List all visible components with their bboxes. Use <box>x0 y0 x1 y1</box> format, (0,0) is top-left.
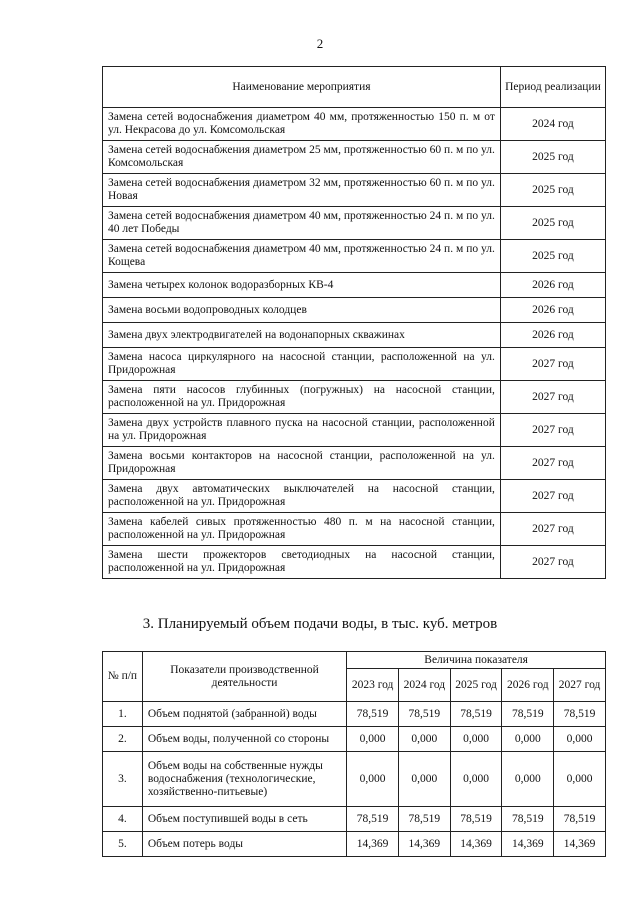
header-name: Наименование мероприятия <box>103 67 501 108</box>
table-row <box>103 480 606 513</box>
measure-name: Замена сетей водоснабжения диаметром 25 мм, протяженностью 60 п. м по ул. Комсомольская <box>103 141 501 174</box>
row-value: 14,369 <box>554 832 606 857</box>
table-row <box>103 298 606 323</box>
row-value: 0,000 <box>554 752 606 807</box>
header-year: 2025 год <box>450 669 502 702</box>
table-row <box>103 807 606 832</box>
measures-table <box>102 66 606 579</box>
header-value-group: Величина показателя <box>347 652 606 669</box>
row-indicator: Объем потерь воды <box>142 832 346 857</box>
table-row <box>103 702 606 727</box>
measure-name: Замена двух устройств плавного пуска на насосной станции, расположенной на ул. Придорожная <box>103 414 501 447</box>
row-value: 0,000 <box>450 752 502 807</box>
row-indicator: Объем поступившей воды в сеть <box>142 807 346 832</box>
table-row <box>103 273 606 298</box>
header-indicator: Показатели производственной деятельности <box>142 652 346 702</box>
header-num: № п/п <box>103 652 143 702</box>
row-value: 0,000 <box>398 727 450 752</box>
measure-name: Замена двух электродвигателей на водонапорных скважинах <box>103 323 501 348</box>
measure-name: Замена двух автоматических выключателей на насосной станции, расположенной на ул. Придорожная <box>103 480 501 513</box>
row-num: 5. <box>103 832 143 857</box>
row-value: 14,369 <box>347 832 399 857</box>
measure-name: Замена восьми контакторов на насосной станции, расположенной на ул. Придорожная <box>103 447 501 480</box>
measure-period: 2026 год <box>500 273 605 298</box>
page-number: 2 <box>316 36 324 51</box>
row-value: 78,519 <box>450 702 502 727</box>
table-row <box>103 381 606 414</box>
measure-period: 2027 год <box>500 348 605 381</box>
table-header-row <box>103 652 606 669</box>
table-row <box>103 240 606 273</box>
row-value: 0,000 <box>347 727 399 752</box>
header-year: 2027 год <box>554 669 606 702</box>
measure-name: Замена сетей водоснабжения диаметром 40 мм, протяженностью 24 п. м по ул. Кощева <box>103 240 501 273</box>
water-supply-table <box>102 651 606 857</box>
row-value: 14,369 <box>450 832 502 857</box>
row-num: 1. <box>103 702 143 727</box>
measure-period: 2024 год <box>500 108 605 141</box>
table-row <box>103 348 606 381</box>
row-indicator: Объем воды на собственные нужды водоснабжения (технологические, хозяйственно-питьевые) <box>142 752 346 807</box>
measure-name: Замена пяти насосов глубинных (погружных) на насосной станции, расположенной на ул. Придорожная <box>103 381 501 414</box>
table-row <box>103 727 606 752</box>
row-value: 0,000 <box>398 752 450 807</box>
row-value: 0,000 <box>554 727 606 752</box>
measure-period: 2027 год <box>500 480 605 513</box>
table-row <box>103 752 606 807</box>
measure-period: 2026 год <box>500 323 605 348</box>
row-value: 14,369 <box>502 832 554 857</box>
measure-period: 2027 год <box>500 546 605 579</box>
measure-name: Замена восьми водопроводных колодцев <box>103 298 501 323</box>
header-year: 2023 год <box>347 669 399 702</box>
table-row <box>103 108 606 141</box>
table-row <box>103 174 606 207</box>
table-row <box>103 546 606 579</box>
table-row <box>103 447 606 480</box>
row-num: 4. <box>103 807 143 832</box>
measure-name: Замена сетей водоснабжения диаметром 32 мм, протяженностью 60 п. м по ул. Новая <box>103 174 501 207</box>
row-value: 0,000 <box>502 727 554 752</box>
row-value: 78,519 <box>398 807 450 832</box>
row-value: 78,519 <box>554 702 606 727</box>
row-num: 2. <box>103 727 143 752</box>
measure-period: 2027 год <box>500 513 605 546</box>
section-heading: 3. Планируемый объем подачи воды, в тыс. куб. метров <box>142 616 498 632</box>
row-indicator: Объем воды, полученной со стороны <box>142 727 346 752</box>
measure-name: Замена кабелей сивых протяженностью 480 п. м на насосной станции, расположенной на ул. Придорожная <box>103 513 501 546</box>
measure-period: 2025 год <box>500 141 605 174</box>
measure-period: 2027 год <box>500 447 605 480</box>
measure-name: Замена сетей водоснабжения диаметром 40 мм, протяженностью 24 п. м по ул. 40 лет Победы <box>103 207 501 240</box>
measure-name: Замена четырех колонок водоразборных КВ-4 <box>103 273 501 298</box>
measure-period: 2027 год <box>500 414 605 447</box>
measure-period: 2025 год <box>500 174 605 207</box>
measure-period: 2027 год <box>500 381 605 414</box>
table-row <box>103 323 606 348</box>
measure-name: Замена насоса циркулярного на насосной станции, расположенной на ул. Придорожная <box>103 348 501 381</box>
row-value: 78,519 <box>502 702 554 727</box>
table-row <box>103 513 606 546</box>
header-period: Период реализации <box>500 67 605 108</box>
table-row <box>103 207 606 240</box>
measure-name: Замена сетей водоснабжения диаметром 40 мм, протяженностью 150 п. м от ул. Некрасова до ул. Комсомольская <box>103 108 501 141</box>
row-value: 14,369 <box>398 832 450 857</box>
measure-period: 2025 год <box>500 240 605 273</box>
row-value: 0,000 <box>502 752 554 807</box>
row-value: 78,519 <box>398 702 450 727</box>
measure-period: 2026 год <box>500 298 605 323</box>
row-value: 0,000 <box>347 752 399 807</box>
table-row <box>103 414 606 447</box>
row-value: 78,519 <box>347 807 399 832</box>
row-value: 78,519 <box>502 807 554 832</box>
row-indicator: Объем поднятой (забранной) воды <box>142 702 346 727</box>
header-year: 2024 год <box>398 669 450 702</box>
table-row <box>103 832 606 857</box>
row-value: 78,519 <box>554 807 606 832</box>
row-value: 78,519 <box>347 702 399 727</box>
header-year: 2026 год <box>502 669 554 702</box>
measure-name: Замена шести прожекторов светодиодных на насосной станции, расположенной на ул. Придорожная <box>103 546 501 579</box>
measure-period: 2025 год <box>500 207 605 240</box>
row-value: 0,000 <box>450 727 502 752</box>
table-header-row <box>103 67 606 108</box>
table-row <box>103 141 606 174</box>
row-num: 3. <box>103 752 143 807</box>
row-value: 78,519 <box>450 807 502 832</box>
